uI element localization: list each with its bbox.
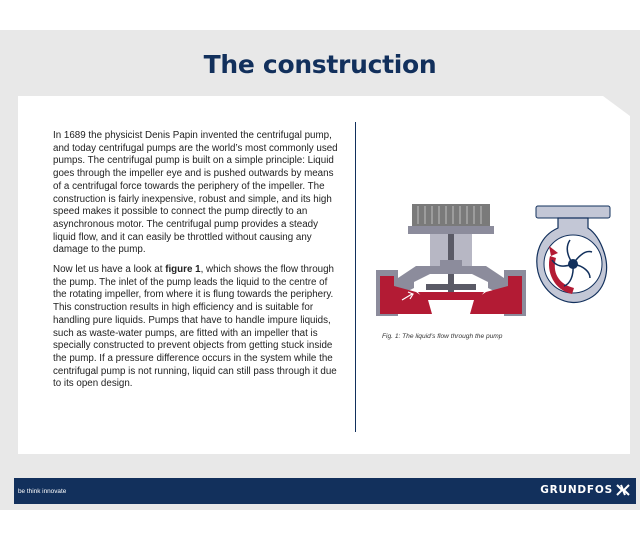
column-divider [355,122,356,432]
pump-figure [368,196,618,321]
pump-front-view [536,206,610,302]
impeller-eye [568,259,578,269]
paragraph-2-start: Now let us have a look at [53,264,166,276]
figure-reference: figure 1 [165,264,201,276]
footer-bar [14,478,636,504]
motor-head [412,204,490,226]
pump-cross-section [376,204,526,316]
paragraph-2-rest: , which shows the flow through the pump. The inlet of the pump leads the liquid to the centre of the rotating impeller, from where it is flung towards the periphery. This construction results in high efficiency and is suitable for handling pure liquids. Pumps that have to handle impure liquids, such as waste-water pumps, are fitted with an impeller that is specially constructed to prevent objects from getting stuck inside the pump. If a pressure difference occurs in the system while the centrifugal pump is not running, liquid can still pass through it due to its open design. [53,264,337,390]
body-text [53,130,341,398]
figure-caption: Fig. 1: The liquid’s flow through the pump [382,333,503,340]
grundfos-logo [540,484,630,496]
volute-outlet-flange [536,206,610,218]
paragraph-1: In 1689 the physicist Denis Papin invented the centrifugal pump, and today centrifugal pumps are the world’s most commonly used pumps. The centrifugal pump is built on a simple principle: Liquid goes through the impeller eye and is pushed outwards by means of a centrifugal force towards the periphery of the impeller. The construction is fairly inexpensive, robust and simple, and its high speed makes it possible to connect the pump directly to an asynchronous motor. The centrifugal pump provides a steady liquid flow, and it can easily be throttled without causing any damage to the pump. [53,130,338,256]
motor-flange [408,226,494,234]
logo-text: GRUNDFOS [540,484,613,496]
impeller [426,284,476,290]
page-title: The construction [203,50,437,79]
footer-tagline: be think innovate [18,488,67,495]
grundfos-x-icon [616,484,630,496]
liquid-impeller [418,292,484,300]
paragraph-2 [53,264,341,391]
